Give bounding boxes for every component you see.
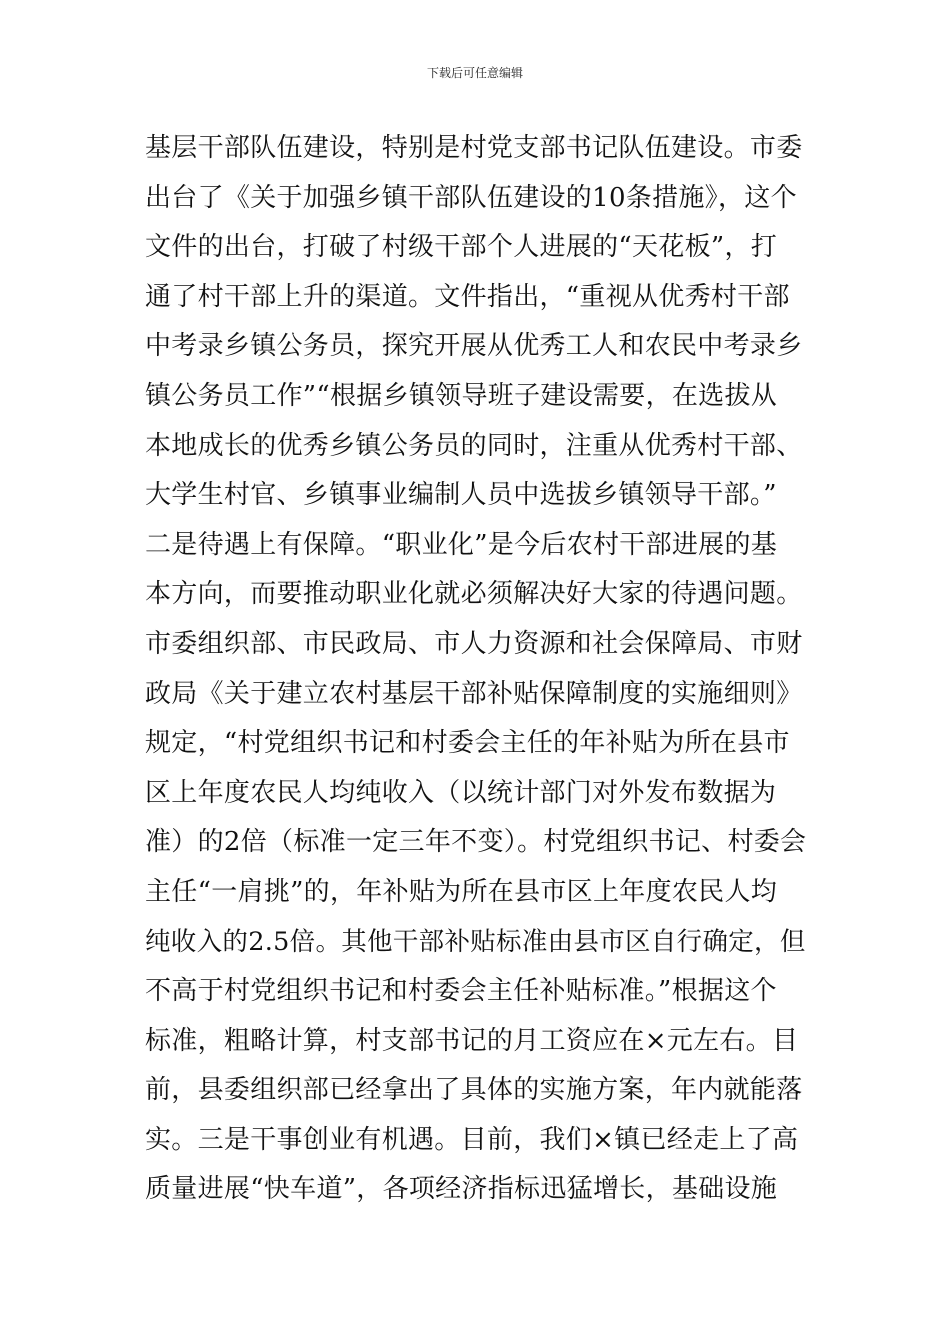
body-text [145, 124, 815, 1215]
text-line: 不高于村党组织书记和村委会主任补贴标准。”根据这个 [145, 976, 777, 1007]
text-line: 出台了《关于加强乡镇干部队伍建设的10条措施》，这个 [145, 182, 797, 213]
text-line: 本地成长的优秀乡镇公务员的同时，注重从优秀村干部、 [145, 430, 803, 461]
text-line: 主任“一肩挑”的，年补贴为所在县市区上年度农民人均 [145, 876, 778, 907]
text-line: 二是待遇上有保障。“职业化”是今后农村干部进展的基 [145, 529, 778, 560]
text-line: 政局《关于建立农村基层干部补贴保障制度的实施细则》 [145, 678, 803, 709]
text-line: 本方向，而要推动职业化就必须解决好大家的待遇问题。 [145, 579, 803, 610]
text-line: 纯收入的2.5倍。其他干部补贴标准由县市区自行确定，但 [145, 926, 806, 957]
text-line: 标准，粗略计算，村支部书记的月工资应在×元左右。目 [145, 1025, 799, 1056]
text-line: 通了村干部上升的渠道。文件指出，“重视从优秀村干部 [145, 281, 790, 312]
text-line: 市委组织部、市民政局、市人力资源和社会保障局、市财 [145, 628, 803, 659]
text-line: 准）的2倍（标准一定三年不变）。村党组织书记、村委会 [145, 827, 807, 858]
text-line: 前，县委组织部已经拿出了具体的实施方案，年内就能落 [145, 1075, 803, 1106]
text-line: 规定，“村党组织书记和村委会主任的年补贴为所在县市 [145, 728, 790, 759]
text-line: 中考录乡镇公务员，探究开展从优秀工人和农民中考录乡 [145, 331, 803, 362]
text-line: 镇公务员工作”“根据乡镇领导班子建设需要，在选拔从 [145, 380, 778, 411]
text-line: 基层干部队伍建设，特别是村党支部书记队伍建设。市委 [145, 133, 803, 163]
text-line: 文件的出台，打破了村级干部个人进展的“天花板”，打 [145, 232, 778, 263]
page-header: 下载后可任意编辑 [426, 66, 523, 80]
text-line: 区上年度农民人均纯收入（以统计部门对外发布数据为 [145, 777, 777, 808]
text-line: 实。三是干事创业有机遇。目前，我们×镇已经走上了高 [145, 1124, 799, 1155]
text-line: 质量进展“快车道”，各项经济指标迅猛增长，基础设施 [145, 1174, 778, 1205]
text-line: 大学生村官、乡镇事业编制人员中选拔乡镇领导干部。” [145, 480, 777, 511]
